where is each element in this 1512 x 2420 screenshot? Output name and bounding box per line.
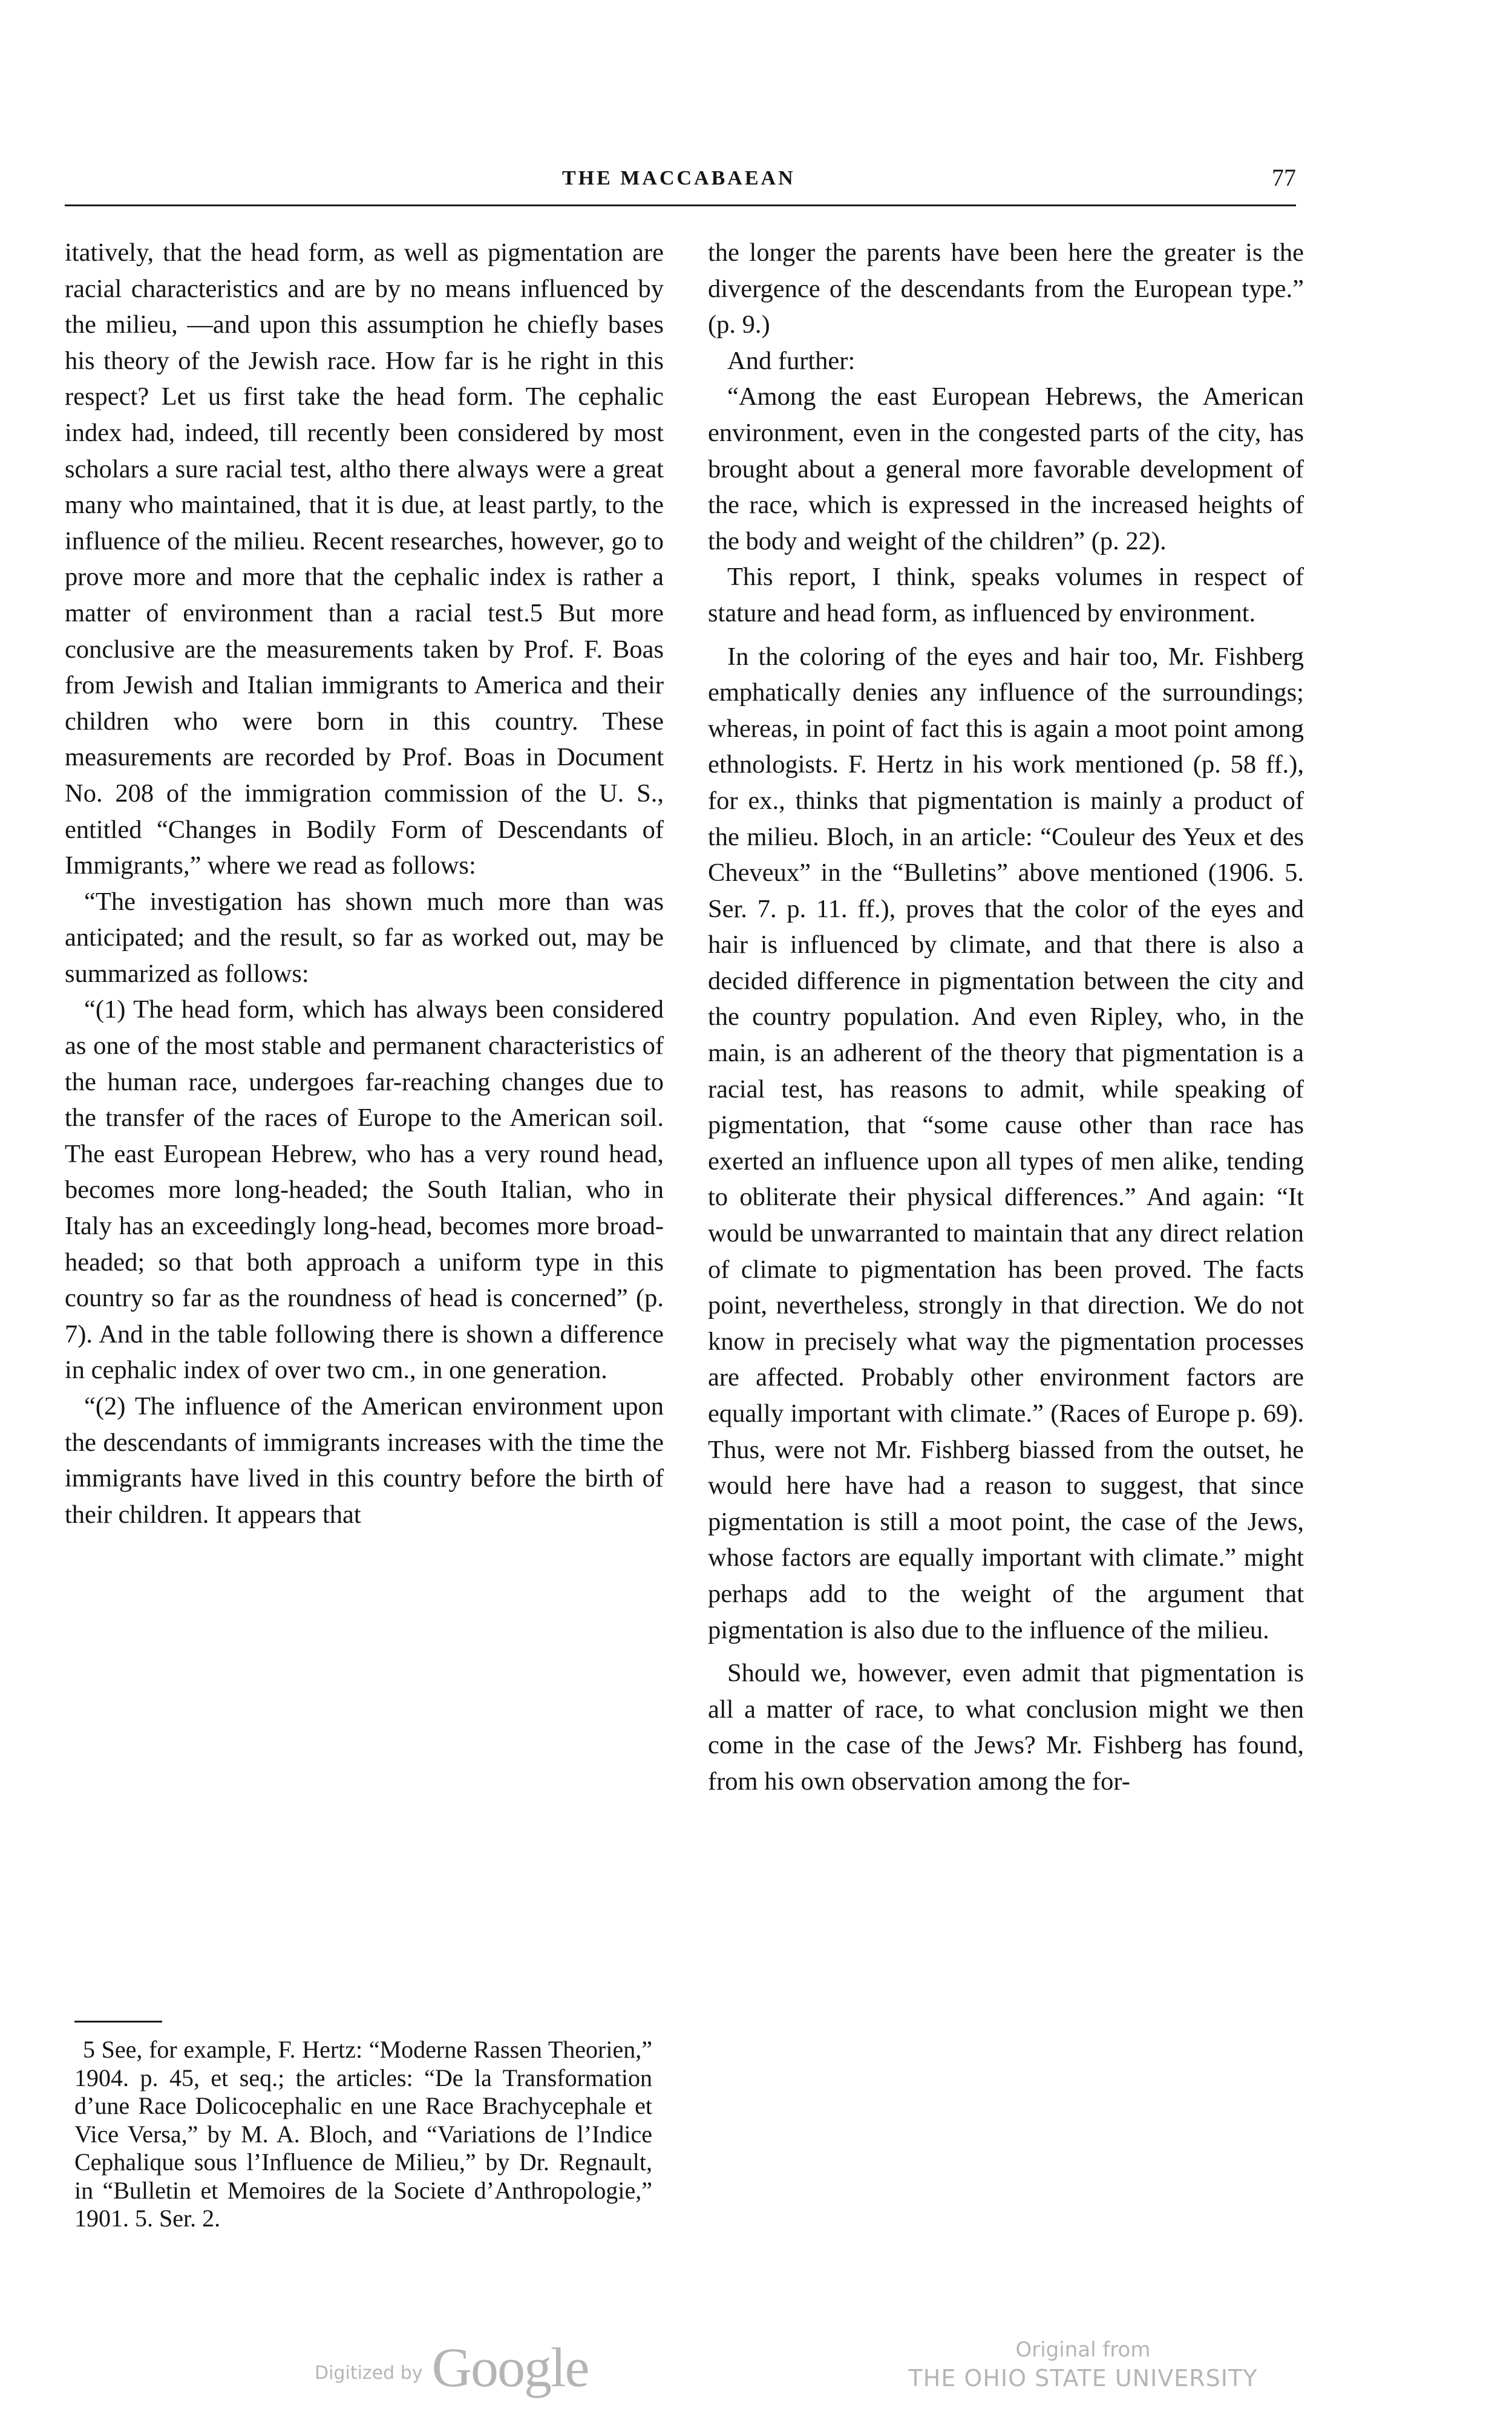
footnote-rule [74, 2021, 162, 2023]
running-title: THE MACCABAEAN [562, 167, 796, 189]
paragraph: Should we, however, even admit that pigmentation is all a matter of race, to what conclusion might we then come in the case of the Jews? Mr. Fishberg has found, from his own observation among the for- [708, 1659, 1304, 1796]
original-from-label: Original from [1015, 2338, 1151, 2362]
institution-label: THE OHIO STATE UNIVERSITY [908, 2365, 1258, 2392]
paragraph: “Among the east European Hebrews, the American environment, even in the congested parts of the city, has brought about a general more favorable development of the race, which is expressed in the increased heights of the body and weight of the children” (p. 22). [708, 382, 1304, 555]
paragraph: “(2) The influence of the American environment upon the descendants of immigrants increases with the time the immigrants have lived in this country before the birth of their children. It appears that [65, 1392, 664, 1529]
page-number: 77 [1272, 164, 1296, 191]
paragraph: And further: [727, 346, 856, 375]
header-rule [65, 204, 1296, 206]
footnote [74, 2036, 652, 2233]
digitized-by-label: Digitized by [315, 2363, 423, 2384]
digitized-by-watermark [315, 2335, 588, 2399]
paragraph: “The investigation has shown much more than was anticipated; and the result, so far as worked out, may be summarized as follows: [65, 887, 664, 988]
paragraph: In the coloring of the eyes and hair too, Mr. Fishberg emphatically denies any influence of the surroundings; whereas, in point of fact this is again a moot point among ethnologists. F. Hertz in his work mentioned (p. 58 ff.), for ex., thinks that pigmentation is mainly a product of the milieu. Bloch, in an article: “Couleur des Yeux et des Cheveux” in the “Bulletins” above mentioned (1906. 5. Ser. 7. p. 11. ff.), proves that the color of the eyes and hair is influenced by climate, and that there is also a decided difference in pigmentation between the city and the country population. And even Ripley, who, in the main, is an adherent of the theory that pigmentation is a racial test, has reasons to admit, while speaking of pigmentation, that “some cause other than race has exerted an influence upon all types of men alike, tending to obliterate their physical differences.” And again: “It would be unwarranted to maintain that any direct relation of climate to pigmentation has been proved. The facts point, nevertheless, strongly in that direction. We do not know in precisely what way the pigmentation processes are affected. Probably other environment factors are equally important with climate.” (Races of Europe p. 69). Thus, were not Mr. Fishberg biassed from the outset, he would here have had a reason to suggest, that since pigmentation is still a moot point, the case of the Jews, whose factors are equally important with climate.” might perhaps add to the weight of the argument that pigmentation is also due to the influence of the milieu. [708, 642, 1304, 1644]
running-header [65, 164, 1296, 191]
paragraph: the longer the parents have been here the greater is the divergence of the descendants from the European type.” (p. 9.) [708, 238, 1304, 339]
paragraph: itatively, that the head form, as well as pigmentation are racial characteristics and are by no means influenced by the milieu, —and upon this assumption he chiefly bases his theory of the Jewish race. How far is he right in this respect? Let us first take the head form. The cephalic index had, indeed, till recently been considered by most scholars a sure racial test, altho there always were a great many who maintained, that it is due, at least partly, to the influence of the milieu. Recent researches, however, go to prove more and more that the cephalic index is rather a matter of environment than a racial test.5 But more conclusive are the measurements taken by Prof. F. Boas from Jewish and Italian immigrants to America and their children who were born in this country. These measurements are recorded by Prof. Boas in Document No. 208 of the immigration commission of the U. S., entitled “Changes in Bodily Form of Descendants of Immigrants,” where we read as follows: [65, 238, 664, 880]
paragraph: “(1) The head form, which has always been considered as one of the most stable and permanent characteristics of the human race, undergoes far-reaching changes due to the transfer of the races of Europe to the American soil. The east European Hebrew, who has a very round head, becomes more long-headed; the South Italian, who in Italy has an exceedingly long-head, becomes more broad-headed; so that both approach a uniform type in this country so far as the roundness of head is concerned” (p. 7). And in the table following there is shown a difference in cephalic index of over two cm., in one generation. [65, 995, 664, 1385]
right-column [708, 235, 1304, 1800]
left-column [65, 235, 664, 1532]
original-from-watermark [883, 2337, 1283, 2393]
google-logo: Google [431, 2337, 589, 2398]
footnote-text: 5 See, for example, F. Hertz: “Moderne Rassen Theorien,” 1904. p. 45, et seq.; the articles: “De la Transformation d’une Race Dolicocephalic en une Race Brachycephale et Vice Versa,” by M. A. Bloch, and “Variations de l’Indice Cephalique sous l’Influence de Milieu,” by Dr. Regnault, in “Bulletin et Memoires de la Societe d’Anthropologie,” 1901. 5. Ser. 2. [74, 2036, 652, 2232]
paragraph: This report, I think, speaks volumes in respect of stature and head form, as influenced by environment. [708, 563, 1304, 627]
